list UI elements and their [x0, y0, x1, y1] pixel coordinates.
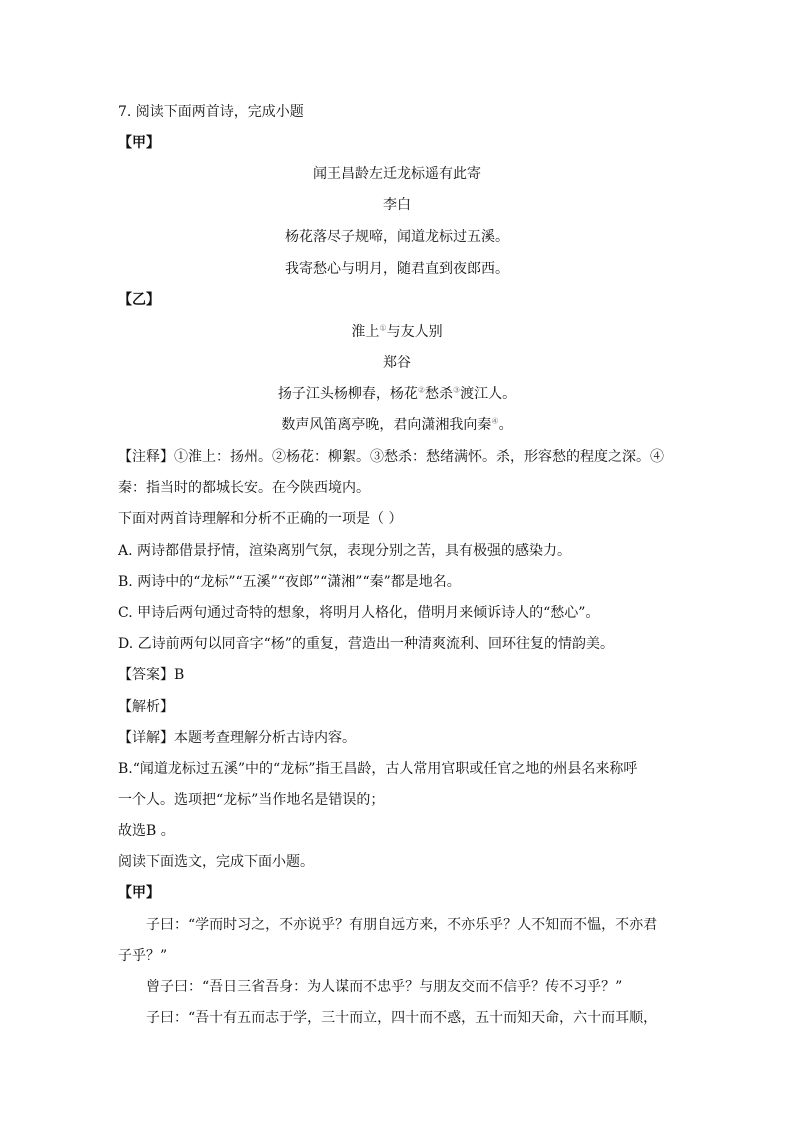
explanation-line-1: B.“闻道龙标过五溪”中的“龙标”指王昌龄，古人常用官职或任官之地的州县名来称呼: [118, 761, 638, 777]
passage-1-line-1: 子曰：“学而时习之，不亦说乎？有朋自远方来，不亦乐乎？人不知而不愠，不亦君: [146, 917, 658, 933]
option-c: C. 甲诗后两句通过奇特的想象，将明月人格化，借明月来倾诉诗人的“愁心”。: [118, 605, 600, 621]
passage-1-line-2: 子乎？”: [118, 948, 168, 964]
footnote-marker: ④: [491, 416, 499, 426]
detail-text: 【详解】本题考查理解分析古诗内容。: [118, 730, 356, 746]
reading-a-label: 【甲】: [118, 885, 160, 901]
footnote-marker: ③: [453, 385, 461, 395]
explanation-line-2: 一个人。选项把“龙标”当作地名是错误的；: [118, 792, 385, 808]
poem-b-line-2: 数声风笛离亭晚，君向潇湘我向秦④。: [281, 416, 513, 433]
poem-a-author: 李白: [383, 197, 411, 213]
notes-line-2: 秦：指当时的都城长安。在今陕西境内。: [118, 480, 370, 496]
passage-3: 子曰：“吾十有五而志于学，三十而立，四十而不惑，五十而知天命，六十而耳顺，: [146, 1010, 658, 1026]
question-heading: 7. 阅读下面两首诗，完成小题: [118, 104, 304, 120]
poem-a-line-1: 杨花落尽子规啼，闻道龙标过五溪。: [285, 229, 509, 245]
answer: 【答案】B: [118, 667, 185, 683]
poem-a-label: 【甲】: [118, 135, 160, 151]
option-b: B. 两诗中的“龙标”“五溪”“夜郎”“潇湘”“秦”都是地名。: [118, 574, 461, 590]
poem-a-line-2: 我寄愁心与明月，随君直到夜郎西。: [285, 261, 509, 277]
analysis-label: 【解析】: [118, 699, 174, 715]
poem-b-line-1: 扬子江头杨柳春，杨花②愁杀③渡江人。: [277, 385, 517, 402]
question-text: 下面对两首诗理解和分析不正确的一项是（ ）: [118, 511, 403, 527]
reading-intro: 阅读下面选文，完成下面小题。: [118, 854, 314, 870]
poem-b-author: 郑谷: [383, 355, 411, 371]
footnote-marker: ②: [417, 385, 425, 395]
poem-b-label: 【乙】: [118, 292, 160, 308]
conclusion: 故选B 。: [118, 823, 175, 839]
option-d: D. 乙诗前两句以同音字“杨”的重复，营造出一种清爽流利、回环往复的情韵美。: [118, 636, 614, 652]
passage-2: 曾子曰：“吾日三省吾身：为人谋而不忠乎？与朋友交而不信乎？传不习乎？”: [146, 979, 623, 995]
option-a: A. 两诗都借景抒情，渲染离别气氛，表现分别之苦，具有极强的感染力。: [118, 543, 572, 559]
poem-b-title: 淮上①与友人别: [351, 323, 443, 340]
notes-line-1: 【注释】①淮上：扬州。②杨花：柳絮。③愁杀：愁绪满怀。杀，形容愁的程度之深。④: [118, 449, 664, 465]
poem-a-title: 闻王昌龄左迁龙标遥有此寄: [313, 166, 481, 182]
footnote-marker: ①: [379, 323, 387, 333]
